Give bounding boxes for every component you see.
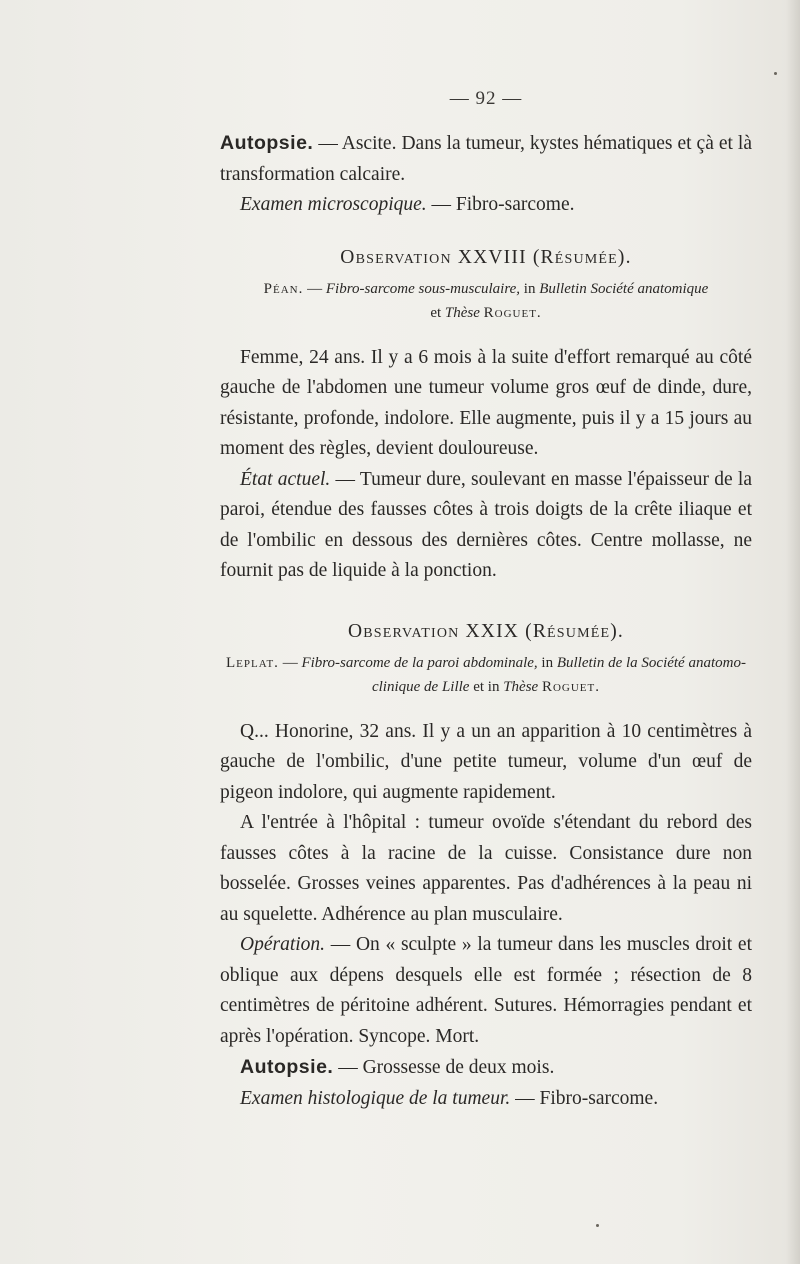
autopsie-label: Autopsie. [220,132,314,154]
etat-text: — Tumeur dure, soulevant en masse l'épaisseur de la paroi, étendue des fausses côtes à trois doigts de la crête iliaque et de l'ombilic en dessous des dernières côtes. Centre mollasse, ne fournit pas de liquide à la ponction. [220,468,752,581]
observation-28-heading: Observation XXVIII (Résumée). [340,246,632,268]
examen-paragraph [220,190,752,221]
observation-29-reference [220,651,752,699]
observation-29-examen [220,1084,752,1115]
observation-28-reference [220,277,752,325]
operation-label: Opération. [240,934,326,955]
autopsie-label: Autopsie. [240,1056,334,1078]
autopsie-text: — Ascite. Dans la tumeur, kystes hématiques et çà et là transformation calcaire. [220,133,752,185]
observation-29-heading: Observation XXIX (Résumée). [347,620,625,642]
ref-these: Thèse [444,304,480,321]
paper-speck [596,1224,599,1227]
observation-28-etat [220,465,752,587]
page-number: — 92 — [449,88,523,109]
page-content [220,88,752,1114]
ref-et: et in [473,678,500,695]
ref-title: Fibro-sarcome de la paroi abdominale, [301,654,538,671]
observation-29-para2: A l'entrée à l'hôpital : tumeur ovoïde s'étendant du rebord des fausses côtes à la racine de la cuisse. Consistance dure non bosselée. Grosses veines apparentes. Pas d'adhérences à la peau ni au squelette. Adhérence au plan musculaire. [220,812,752,925]
ref-author: Leplat. [226,654,279,671]
autopsie-text: — Grossesse de deux mois. [338,1057,555,1078]
ref-dash: — [307,280,323,297]
page-edge-shadow [786,0,800,1264]
ref-in: in [541,654,554,671]
examen-label: Examen histologique de la tumeur. [240,1087,511,1109]
ref-et: et [430,304,442,321]
operation-text: — On « sculpte » la tumeur dans les muscles droit et oblique aux dépens desquels elle est formée ; résection de 8 centimètres de péritoine adhérent. Sutures. Hémorragies pendant et après l'opération. Syncope. Mort. [220,934,752,1047]
observation-29-para1: Q... Honorine, 32 ans. Il y a un an apparition à 10 centimètres à gauche de l'ombilic, d'une petite tumeur, volume d'un œuf de pigeon indolore, qui augmente rapidement. [220,720,752,803]
etat-label: État actuel. [240,468,331,490]
ref-in: in [523,280,536,297]
examen-label: Examen microscopique. [240,194,427,215]
ref-journal: Bulletin Société anatomique [539,280,709,297]
ref-title: Fibro-sarcome sous-musculaire, [325,280,521,297]
ref-roguet: Roguet. [483,304,542,321]
examen-text: — Fibro-sarcome. [431,194,575,215]
ref-roguet: Roguet. [541,678,600,695]
autopsie-paragraph [220,128,752,190]
paper-speck [774,72,777,75]
ref-author: Péan. [263,280,304,297]
ref-journal: Bulletin de la Société anatomo-clinique de Lille [371,654,746,695]
ref-dash: — [282,654,298,671]
observation-29-autopsie [220,1052,752,1084]
observation-28-para1: Femme, 24 ans. Il y a 6 mois à la suite d'effort remarqué au côté gauche de l'abdomen une tumeur volume gros œuf de dinde, dure, résistante, profonde, indolore. Elle augmente, puis il y a 15 jours au moment des règles, devient douloureuse. [220,346,752,459]
observation-29-operation [220,930,752,1052]
ref-these: Thèse [503,678,539,695]
examen-text: — Fibro-sarcome. [515,1087,659,1109]
